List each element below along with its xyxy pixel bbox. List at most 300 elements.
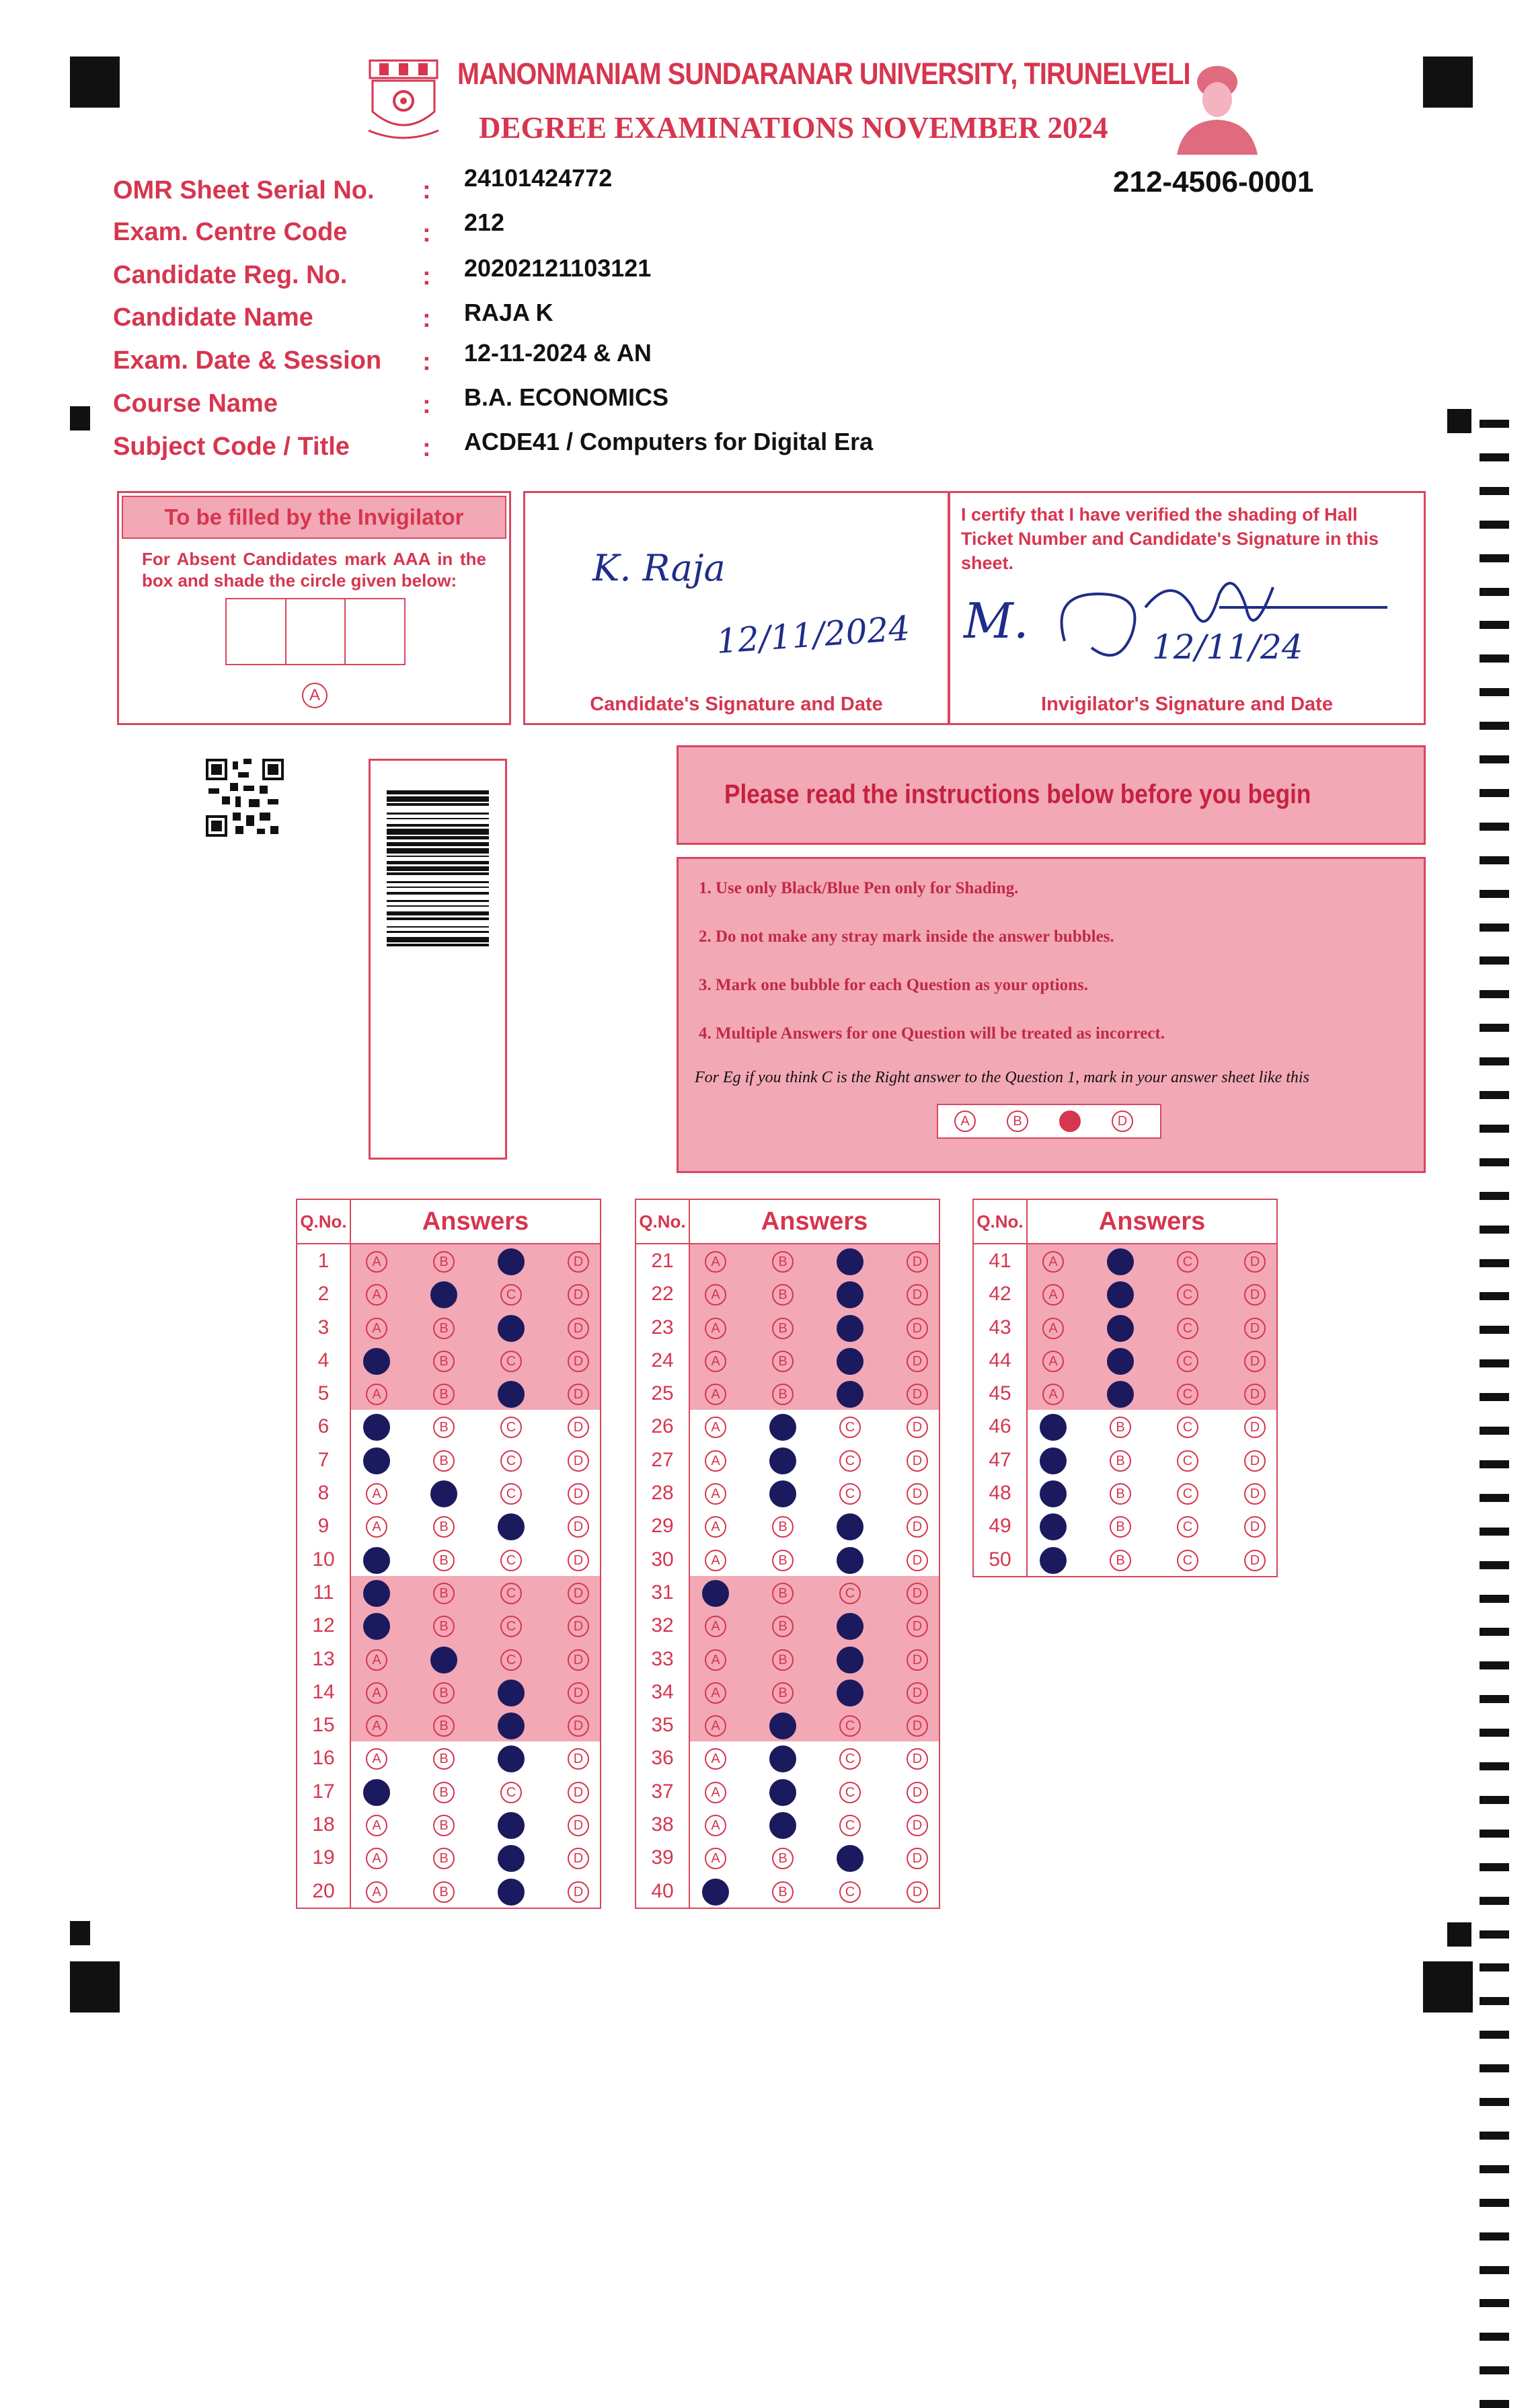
question-number: 22 — [636, 1277, 690, 1310]
barcode-bar — [387, 866, 489, 871]
bubble-c[interactable]: C — [500, 1782, 522, 1803]
question-number: 20 — [297, 1875, 351, 1908]
bubble-c[interactable]: C — [500, 1649, 522, 1671]
bubble-a[interactable]: A — [705, 1516, 726, 1538]
timing-mark — [1480, 924, 1509, 932]
bubble-a[interactable]: A — [705, 1351, 726, 1372]
answer-row — [297, 1443, 600, 1476]
bubble-a-marked[interactable] — [1040, 1414, 1067, 1441]
bubble-a[interactable]: A — [1042, 1351, 1064, 1372]
bubble-a[interactable]: A — [705, 1318, 726, 1339]
bubble-c[interactable]: C — [500, 1417, 522, 1438]
bubble-a-marked[interactable] — [363, 1414, 390, 1441]
question-number: 5 — [297, 1377, 351, 1410]
answer-row — [636, 1443, 939, 1476]
bubble-c[interactable]: C — [839, 1450, 861, 1472]
bubble-d[interactable]: D — [1244, 1516, 1266, 1538]
question-number: 3 — [297, 1311, 351, 1344]
field-label: Subject Code / Title — [113, 432, 350, 461]
example-bubble-filled — [1059, 1111, 1081, 1132]
bubble-b[interactable]: B — [433, 1583, 455, 1604]
answer-row — [636, 1410, 939, 1443]
bubble-a[interactable]: A — [366, 1748, 387, 1770]
barcode-bar — [387, 887, 489, 888]
bubble-d[interactable]: D — [568, 1748, 589, 1770]
answer-row — [636, 1643, 939, 1676]
answer-row — [297, 1643, 600, 1676]
barcode-bar — [387, 944, 489, 946]
timing-mark — [1480, 521, 1509, 529]
bubble-d[interactable]: D — [568, 1881, 589, 1903]
answer-row — [636, 1344, 939, 1377]
barcode-bar — [387, 829, 489, 835]
bubble-d[interactable]: D — [568, 1284, 589, 1306]
bubble-c[interactable]: C — [500, 1550, 522, 1571]
question-number: 6 — [297, 1410, 351, 1443]
bubble-b[interactable]: B — [433, 1351, 455, 1372]
bubble-d[interactable]: D — [907, 1550, 928, 1571]
question-number: 11 — [297, 1576, 351, 1609]
bubble-a[interactable]: A — [705, 1815, 726, 1836]
instruction-item: 3. Mark one bubble for each Question as your options. — [699, 976, 1089, 994]
bubble-c[interactable]: C — [839, 1881, 861, 1903]
bubble-d[interactable]: D — [568, 1815, 589, 1836]
bubble-c[interactable]: C — [1177, 1318, 1198, 1339]
question-number: 9 — [297, 1509, 351, 1542]
bubble-b[interactable]: B — [772, 1550, 794, 1571]
bubble-a[interactable]: A — [1042, 1384, 1064, 1405]
timing-mark — [1480, 1259, 1509, 1267]
bubble-c[interactable]: C — [1177, 1450, 1198, 1472]
bubble-a-marked[interactable] — [702, 1879, 729, 1906]
answer-row — [297, 1808, 600, 1841]
absent-instructions: For Absent Candidates mark AAA in the box and shade the circle given below: — [142, 549, 486, 591]
field-label: Course Name — [113, 389, 278, 418]
barcode-bar — [387, 911, 489, 915]
bubble-b[interactable]: B — [1110, 1417, 1131, 1438]
bubble-c-marked[interactable] — [498, 1513, 525, 1540]
question-number: 38 — [636, 1808, 690, 1841]
barcode-bar — [387, 803, 489, 806]
bubble-c-marked[interactable] — [837, 1513, 863, 1540]
bubble-c[interactable]: C — [839, 1815, 861, 1836]
barcode-bar — [387, 937, 489, 942]
question-number: 39 — [636, 1841, 690, 1874]
bubble-b-marked[interactable] — [1107, 1315, 1134, 1342]
bubble-c-marked[interactable] — [837, 1248, 863, 1275]
bubble-a[interactable]: A — [705, 1483, 726, 1505]
qno-header: Q.No. — [636, 1200, 690, 1243]
bubble-b[interactable]: B — [772, 1848, 794, 1869]
answer-table-1 — [296, 1199, 601, 1909]
bubble-b[interactable]: B — [772, 1649, 794, 1671]
bubble-a[interactable]: A — [705, 1251, 726, 1273]
answer-row — [297, 1344, 600, 1377]
timing-mark — [1480, 1024, 1509, 1032]
bubble-b[interactable]: B — [433, 1881, 455, 1903]
bubble-c-marked[interactable] — [837, 1381, 863, 1408]
bubble-d[interactable]: D — [907, 1483, 928, 1505]
field-label: Exam. Centre Code — [113, 218, 348, 246]
bubble-d[interactable]: D — [907, 1516, 928, 1538]
bubble-d[interactable]: D — [568, 1351, 589, 1372]
bubble-a-marked[interactable] — [363, 1348, 390, 1375]
timing-mark — [1480, 1595, 1509, 1603]
bubble-c[interactable]: C — [839, 1583, 861, 1604]
bubble-c-marked[interactable] — [837, 1348, 863, 1375]
bubble-a[interactable]: A — [705, 1616, 726, 1637]
question-number: 18 — [297, 1808, 351, 1841]
bubble-b[interactable]: B — [1110, 1516, 1131, 1538]
bubble-a[interactable]: A — [705, 1848, 726, 1869]
answer-row — [297, 1311, 600, 1344]
bubble-d[interactable]: D — [1244, 1251, 1266, 1273]
timing-mark — [1480, 1460, 1509, 1468]
timing-mark — [1480, 2366, 1509, 2374]
bubble-d[interactable]: D — [568, 1616, 589, 1637]
bubble-a[interactable]: A — [705, 1550, 726, 1571]
bubble-b[interactable]: B — [433, 1251, 455, 1273]
bubble-b-marked[interactable] — [769, 1480, 796, 1507]
field-value-subject: ACDE41 / Computers for Digital Era — [464, 428, 874, 455]
bubble-d[interactable]: D — [1244, 1351, 1266, 1372]
bubble-a[interactable]: A — [366, 1384, 387, 1405]
bubble-c[interactable]: C — [1177, 1284, 1198, 1306]
bubble-d[interactable]: D — [907, 1583, 928, 1604]
bubble-a[interactable]: A — [1042, 1251, 1064, 1273]
bubble-d[interactable]: D — [1244, 1384, 1266, 1405]
bubble-d[interactable]: D — [1244, 1450, 1266, 1472]
bubble-a-marked[interactable] — [1040, 1547, 1067, 1574]
bubble-b[interactable]: B — [772, 1881, 794, 1903]
bubble-b-marked[interactable] — [430, 1647, 457, 1673]
bubble-b-marked[interactable] — [1107, 1348, 1134, 1375]
absent-circle[interactable]: A — [302, 683, 328, 708]
bubble-d[interactable]: D — [907, 1682, 928, 1704]
barcode — [387, 790, 489, 1127]
question-number: 24 — [636, 1344, 690, 1377]
timing-mark — [1480, 2266, 1509, 2274]
examination-title: DEGREE EXAMINATIONS NOVEMBER 2024 — [479, 111, 1108, 145]
bubble-a[interactable]: A — [1042, 1318, 1064, 1339]
bubble-c-marked[interactable] — [498, 1713, 525, 1739]
bubble-c[interactable]: C — [839, 1483, 861, 1505]
bubble-d[interactable]: D — [907, 1251, 928, 1273]
bubble-c-marked[interactable] — [498, 1248, 525, 1275]
bubble-b[interactable]: B — [433, 1715, 455, 1737]
bubble-a-marked[interactable] — [1040, 1513, 1067, 1540]
timing-mark — [1480, 1528, 1509, 1536]
bubble-b-marked[interactable] — [1107, 1381, 1134, 1408]
bubble-d[interactable]: D — [907, 1318, 928, 1339]
bubble-d[interactable]: D — [907, 1848, 928, 1869]
bubble-c-marked[interactable] — [498, 1812, 525, 1839]
bubble-b[interactable]: B — [772, 1318, 794, 1339]
bubble-d[interactable]: D — [907, 1748, 928, 1770]
bubble-a-marked[interactable] — [363, 1613, 390, 1640]
bubble-d[interactable]: D — [568, 1715, 589, 1737]
registration-mark-top-left — [70, 57, 120, 108]
timing-mark — [1480, 1729, 1509, 1737]
bubble-d[interactable]: D — [907, 1715, 928, 1737]
registration-mark-mid-left — [70, 406, 90, 430]
bubble-d[interactable]: D — [568, 1649, 589, 1671]
bubble-c-marked[interactable] — [498, 1845, 525, 1872]
bubble-a[interactable]: A — [705, 1782, 726, 1803]
answer-row — [974, 1410, 1276, 1443]
bubble-a[interactable]: A — [366, 1848, 387, 1869]
bubble-b[interactable]: B — [433, 1417, 455, 1438]
bubble-c-marked[interactable] — [498, 1680, 525, 1706]
field-value-name: RAJA K — [464, 299, 553, 326]
bubble-a[interactable]: A — [366, 1715, 387, 1737]
bubble-b-marked[interactable] — [769, 1745, 796, 1772]
bubble-c[interactable]: C — [500, 1284, 522, 1306]
answer-row — [636, 1509, 939, 1542]
bubble-b[interactable]: B — [433, 1450, 455, 1472]
invigilator-sign-date: 12/11/24 — [1152, 628, 1303, 667]
bubble-a[interactable]: A — [366, 1516, 387, 1538]
candidate-sign-date: 12/11/2024 — [715, 609, 911, 661]
bubble-c-marked[interactable] — [498, 1381, 525, 1408]
bubble-a[interactable]: A — [366, 1682, 387, 1704]
bubble-b[interactable]: B — [433, 1682, 455, 1704]
bubble-d[interactable]: D — [568, 1384, 589, 1405]
timing-mark — [1480, 1863, 1509, 1871]
bubble-c[interactable]: C — [839, 1715, 861, 1737]
bubble-a[interactable]: A — [705, 1715, 726, 1737]
answer-row — [636, 1609, 939, 1642]
bubble-a[interactable]: A — [366, 1284, 387, 1306]
bubble-a[interactable]: A — [366, 1251, 387, 1273]
bubble-d[interactable]: D — [568, 1848, 589, 1869]
bubble-c[interactable]: C — [1177, 1483, 1198, 1505]
bubble-a[interactable]: A — [705, 1417, 726, 1438]
bubble-b[interactable]: B — [772, 1682, 794, 1704]
bubble-c[interactable]: C — [1177, 1417, 1198, 1438]
instructions-title-box — [677, 745, 1426, 845]
bubble-d[interactable]: D — [1244, 1284, 1266, 1306]
bubble-c[interactable]: C — [1177, 1516, 1198, 1538]
answer-row — [297, 1543, 600, 1576]
bubble-b[interactable]: B — [433, 1516, 455, 1538]
bubble-a[interactable]: A — [366, 1318, 387, 1339]
bubble-d[interactable]: D — [568, 1450, 589, 1472]
bubble-d[interactable]: D — [1244, 1417, 1266, 1438]
timing-mark — [1480, 1125, 1509, 1133]
example-bubble: B — [1007, 1111, 1028, 1132]
barcode-bar — [387, 848, 489, 854]
bubble-c-marked[interactable] — [498, 1745, 525, 1772]
bubble-b-marked[interactable] — [1107, 1281, 1134, 1308]
barcode-bar — [387, 917, 489, 920]
bubble-c[interactable]: C — [500, 1616, 522, 1637]
bubble-c[interactable]: C — [500, 1351, 522, 1372]
bubble-c[interactable]: C — [1177, 1550, 1198, 1571]
bubble-b-marked[interactable] — [1107, 1248, 1134, 1275]
timing-mark — [1480, 1292, 1509, 1300]
bubble-a[interactable]: A — [366, 1815, 387, 1836]
field-value-date: 12-11-2024 & AN — [464, 339, 652, 367]
bubble-c-marked[interactable] — [837, 1547, 863, 1574]
bubble-c-marked[interactable] — [837, 1315, 863, 1342]
bubble-d[interactable]: D — [568, 1782, 589, 1803]
bubble-a-marked[interactable] — [1040, 1447, 1067, 1474]
barcode-bar — [387, 900, 489, 902]
bubble-c-marked[interactable] — [498, 1879, 525, 1906]
bubble-c[interactable]: C — [1177, 1351, 1198, 1372]
bubble-b[interactable]: B — [433, 1815, 455, 1836]
bubble-b[interactable]: B — [433, 1848, 455, 1869]
bubble-a[interactable]: A — [366, 1881, 387, 1903]
bubble-d[interactable]: D — [907, 1815, 928, 1836]
bubble-b[interactable]: B — [1110, 1550, 1131, 1571]
bubble-a[interactable]: A — [366, 1483, 387, 1505]
bubble-c-marked[interactable] — [837, 1845, 863, 1872]
bubble-d[interactable]: D — [907, 1384, 928, 1405]
certify-text: I certify that I have verified the shading of Hall Ticket Number and Candidate's Signature in this sheet. — [961, 504, 1379, 573]
answer-row — [974, 1277, 1276, 1310]
bubble-b[interactable]: B — [433, 1748, 455, 1770]
bubble-d[interactable]: D — [1244, 1318, 1266, 1339]
bubble-a-marked[interactable] — [363, 1547, 390, 1574]
bubble-d[interactable]: D — [568, 1550, 589, 1571]
bubble-b[interactable]: B — [433, 1550, 455, 1571]
bubble-a-marked[interactable] — [363, 1447, 390, 1474]
bubble-b-marked[interactable] — [769, 1779, 796, 1806]
bubble-b-marked[interactable] — [769, 1713, 796, 1739]
bubble-c[interactable]: C — [1177, 1251, 1198, 1273]
question-number: 25 — [636, 1377, 690, 1410]
answer-row — [297, 1609, 600, 1642]
answer-row — [297, 1277, 600, 1310]
bubble-b[interactable]: B — [772, 1516, 794, 1538]
bubble-b[interactable]: B — [772, 1251, 794, 1273]
qno-header: Q.No. — [974, 1200, 1028, 1243]
instructions-title: Please read the instructions below before you begin — [724, 780, 1311, 809]
registration-mark-mid-right — [1447, 409, 1471, 433]
bubble-d[interactable]: D — [568, 1682, 589, 1704]
bubble-a[interactable]: A — [705, 1649, 726, 1671]
bubble-b[interactable]: B — [772, 1616, 794, 1637]
bubble-d[interactable]: D — [568, 1516, 589, 1538]
bubble-a-marked[interactable] — [702, 1580, 729, 1607]
bubble-d[interactable]: D — [568, 1318, 589, 1339]
bubble-b[interactable]: B — [433, 1384, 455, 1405]
bubble-a[interactable]: A — [366, 1649, 387, 1671]
bubble-c-marked[interactable] — [837, 1613, 863, 1640]
bubble-c-marked[interactable] — [498, 1315, 525, 1342]
bubble-c[interactable]: C — [500, 1450, 522, 1472]
bubble-c[interactable]: C — [839, 1748, 861, 1770]
bubble-c-marked[interactable] — [837, 1680, 863, 1706]
invigilator-box-title: To be filled by the Invigilator — [164, 504, 464, 529]
question-number: 23 — [636, 1311, 690, 1344]
bubble-c[interactable]: C — [500, 1583, 522, 1604]
timing-mark — [1480, 1963, 1509, 1971]
registration-mark-low-right — [1447, 1922, 1471, 1947]
question-number: 40 — [636, 1875, 690, 1908]
bubble-a[interactable]: A — [705, 1748, 726, 1770]
question-number: 27 — [636, 1443, 690, 1476]
bubble-b[interactable]: B — [772, 1284, 794, 1306]
bubble-d[interactable]: D — [907, 1616, 928, 1637]
timing-mark — [1480, 688, 1509, 696]
bubble-b[interactable]: B — [433, 1318, 455, 1339]
bubble-a[interactable]: A — [705, 1284, 726, 1306]
bubble-a[interactable]: A — [705, 1682, 726, 1704]
bubble-c[interactable]: C — [500, 1483, 522, 1505]
question-number: 31 — [636, 1576, 690, 1609]
answer-row — [974, 1311, 1276, 1344]
bubble-c[interactable]: C — [1177, 1384, 1198, 1405]
barcode-bar — [387, 881, 489, 883]
bubble-a-marked[interactable] — [363, 1779, 390, 1806]
bubble-b[interactable]: B — [1110, 1450, 1131, 1472]
timing-mark — [1480, 1393, 1509, 1401]
bubble-d[interactable]: D — [907, 1649, 928, 1671]
bubble-d[interactable]: D — [1244, 1550, 1266, 1571]
question-number: 50 — [974, 1543, 1028, 1576]
bubble-b-marked[interactable] — [430, 1480, 457, 1507]
bubble-b[interactable]: B — [772, 1351, 794, 1372]
timing-mark — [1480, 1561, 1509, 1569]
question-number: 26 — [636, 1410, 690, 1443]
bubble-a[interactable]: A — [1042, 1284, 1064, 1306]
absent-mark-boxes[interactable] — [225, 598, 406, 665]
bubble-d[interactable]: D — [568, 1251, 589, 1273]
bubble-d[interactable]: D — [907, 1417, 928, 1438]
bubble-d[interactable]: D — [907, 1782, 928, 1803]
bubble-d[interactable]: D — [907, 1351, 928, 1372]
bubble-b[interactable]: B — [433, 1782, 455, 1803]
bubble-b[interactable]: B — [1110, 1483, 1131, 1505]
bubble-c[interactable]: C — [839, 1417, 861, 1438]
timing-mark — [1480, 1661, 1509, 1669]
bubble-d[interactable]: D — [907, 1450, 928, 1472]
bubble-b[interactable]: B — [433, 1616, 455, 1637]
answer-row — [974, 1244, 1276, 1277]
bubble-d[interactable]: D — [1244, 1483, 1266, 1505]
bubble-a[interactable]: A — [705, 1384, 726, 1405]
bubble-b-marked[interactable] — [769, 1812, 796, 1839]
bubble-d[interactable]: D — [907, 1284, 928, 1306]
timing-mark — [1480, 654, 1509, 663]
bubble-d[interactable]: D — [568, 1417, 589, 1438]
bubble-c[interactable]: C — [839, 1782, 861, 1803]
bubble-d[interactable]: D — [907, 1881, 928, 1903]
timing-mark — [1480, 1427, 1509, 1435]
bubble-a-marked[interactable] — [363, 1580, 390, 1607]
candidate-signature-caption: Candidate's Signature and Date — [590, 693, 883, 715]
bubble-d[interactable]: D — [568, 1483, 589, 1505]
bubble-a-marked[interactable] — [1040, 1480, 1067, 1507]
question-number: 41 — [974, 1244, 1028, 1277]
answer-row — [636, 1875, 939, 1908]
bubble-a[interactable]: A — [705, 1450, 726, 1472]
registration-mark-bottom-right — [1423, 1961, 1473, 2012]
bubble-b[interactable]: B — [772, 1583, 794, 1604]
timing-mark — [1480, 2132, 1509, 2140]
bubble-b-marked[interactable] — [430, 1281, 457, 1308]
bubble-c-marked[interactable] — [837, 1281, 863, 1308]
bubble-b-marked[interactable] — [769, 1447, 796, 1474]
bubble-c-marked[interactable] — [837, 1647, 863, 1673]
bubble-b[interactable]: B — [772, 1384, 794, 1405]
timing-mark — [1480, 2098, 1509, 2106]
bubble-d[interactable]: D — [568, 1583, 589, 1604]
bubble-b-marked[interactable] — [769, 1414, 796, 1441]
